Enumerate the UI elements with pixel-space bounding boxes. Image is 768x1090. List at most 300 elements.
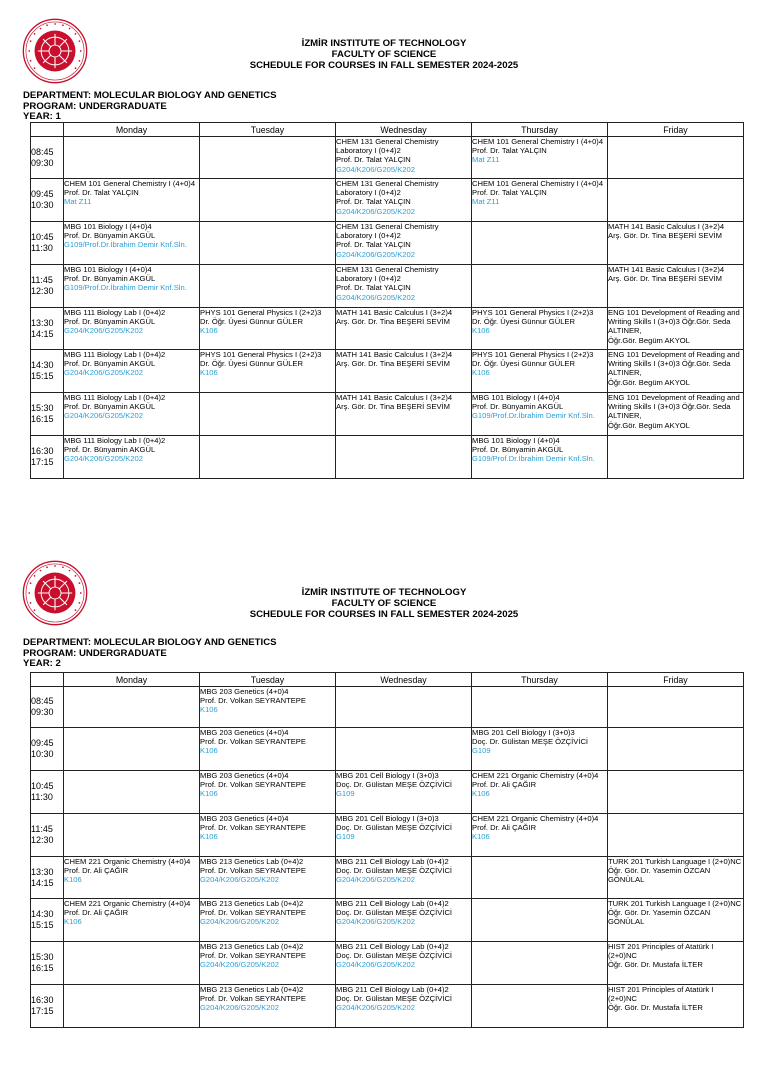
empty-cell	[64, 728, 200, 771]
slot-start-time: 11:45	[31, 824, 53, 834]
course-room: K106	[472, 832, 490, 842]
course-instructor: Öğr. Gör. Dr. Yasemin ÖZCAN GÖNÜLAL	[608, 866, 711, 885]
course-instructor: Dr. Öğr. Üyesi Günnur GÜLER	[472, 359, 575, 369]
course-instructor: Prof. Dr. Bünyamin AKGÜL	[64, 231, 156, 241]
course-cell	[200, 857, 336, 899]
empty-cell	[64, 985, 200, 1028]
slot-start-time: 10:45	[31, 232, 54, 242]
course-instructor: Doç. Dr. Gülistan MEŞE ÖZÇİVİCİ	[336, 823, 453, 833]
time-slot-cell	[31, 393, 64, 436]
empty-cell	[472, 265, 608, 308]
course-title: MBG 203 Genetics (4+0)4	[200, 687, 289, 696]
course-cell	[472, 436, 608, 479]
empty-cell	[200, 265, 336, 308]
course-title: CHEM 221 Organic Chemistry (4+0)4	[472, 814, 599, 823]
empty-cell	[200, 393, 336, 436]
course-cell	[472, 350, 608, 393]
course-instructor: Arş. Gör. Dr. Tina BEŞERİ SEVİM	[336, 317, 450, 327]
course-title: MBG 201 Cell Biology I (3+0)3	[336, 771, 439, 780]
course-cell	[200, 814, 336, 857]
course-room: K106	[64, 875, 82, 885]
course-cell	[336, 393, 472, 436]
day-header: Monday	[64, 123, 200, 137]
course-title: MATH 141 Basic Calculus I (3+2)4	[336, 308, 453, 317]
time-slot-row	[31, 393, 744, 436]
time-slot-row	[31, 728, 744, 771]
day-header: Friday	[608, 123, 744, 137]
slot-start-time: 13:30	[31, 317, 54, 328]
course-instructor: Prof. Dr. Volkan SEYRANTEPE	[200, 994, 306, 1004]
slot-start-time: 14:30	[31, 360, 54, 370]
course-room: G109/Prof.Dr.İbrahim Demir Knf.Sln.	[472, 454, 595, 464]
day-header: Monday	[64, 673, 200, 687]
slot-start-time: 09:45	[31, 738, 54, 748]
course-title: PHYS 101 General Physics I (2+2)3	[472, 350, 594, 359]
program-label: PROGRAM: UNDERGRADUATE	[23, 100, 167, 112]
time-slot-cell	[31, 814, 64, 857]
slot-start-time: 11:45	[31, 275, 53, 285]
time-slot-row	[31, 350, 744, 393]
course-instructor: Prof. Dr. Ali ÇAĞIR	[472, 823, 537, 833]
time-slot-cell	[31, 942, 64, 985]
course-room: K106	[472, 789, 490, 799]
course-title: CHEM 131 General Chemistry Laboratory I (0+4)2	[336, 179, 439, 198]
course-title: MBG 101 Biology I (4+0)4	[472, 436, 560, 445]
course-instructor: Prof. Dr. Volkan SEYRANTEPE	[200, 951, 306, 961]
institution-name: İZMİR INSTITUTE OF TECHNOLOGY	[301, 587, 467, 598]
course-room: G204/K206/G205/K202	[336, 206, 415, 216]
program-label: PROGRAM: UNDERGRADUATE	[23, 647, 167, 659]
schedule-title: SCHEDULE FOR COURSES IN FALL SEMESTER 2024-2025	[249, 609, 519, 620]
slot-start-time: 14:30	[31, 909, 54, 919]
course-instructor: Öğr. Gör. Dr. Yasemin ÖZCAN GÖNÜLAL	[608, 908, 711, 927]
course-cell	[608, 857, 744, 899]
schedule-page-year-1	[0, 0, 768, 540]
day-header: Friday	[608, 673, 744, 687]
course-cell	[608, 393, 744, 436]
course-cell	[608, 265, 744, 308]
time-slot-row	[31, 137, 744, 179]
course-title: MBG 101 Biology I (4+0)4	[64, 265, 152, 274]
time-slot-row	[31, 771, 744, 814]
slot-end-time: 16:15	[31, 963, 54, 973]
course-title: TURK 201 Turkish Language I (2+0)NC	[608, 857, 742, 866]
empty-cell	[200, 179, 336, 222]
course-instructor: Prof. Dr. Bünyamin AKGÜL	[64, 274, 156, 284]
course-title: MBG 213 Genetics Lab (0+4)2	[200, 899, 304, 908]
schedule-table	[30, 672, 744, 1028]
course-cell	[608, 222, 744, 265]
course-title: MBG 211 Cell Biology Lab (0+4)2	[336, 857, 449, 866]
course-cell	[200, 687, 336, 728]
course-instructor: Öğr.Gör. Begüm AKYOL	[608, 335, 690, 345]
course-cell	[336, 942, 472, 985]
empty-cell	[608, 687, 744, 728]
course-cell	[336, 308, 472, 350]
slot-end-time: 12:30	[31, 286, 54, 296]
course-cell	[336, 814, 472, 857]
empty-cell	[64, 687, 200, 728]
course-title: MBG 111 Biology Lab I (0+4)2	[64, 436, 166, 445]
course-title: MBG 213 Genetics Lab (0+4)2	[200, 942, 304, 951]
course-cell	[336, 985, 472, 1028]
time-slot-cell	[31, 985, 64, 1028]
empty-cell	[200, 222, 336, 265]
course-cell	[472, 179, 608, 222]
year-label: YEAR: 1	[23, 111, 61, 122]
course-instructor: Prof. Dr. Volkan SEYRANTEPE	[200, 737, 306, 747]
course-title: MATH 141 Basic Calculus I (3+2)4	[608, 265, 725, 274]
course-cell	[200, 771, 336, 814]
course-cell	[200, 899, 336, 942]
course-title: MBG 203 Genetics (4+0)4	[200, 728, 289, 737]
course-title: MBG 111 Biology Lab I (0+4)2	[64, 308, 166, 317]
course-room: K106	[200, 832, 218, 842]
course-instructor: Prof. Dr. Bünyamin AKGÜL	[472, 445, 564, 455]
course-instructor: Öğr. Gör. Dr. Mustafa İLTER	[608, 1003, 703, 1013]
program-info	[23, 638, 277, 670]
course-room: G204/K206/G205/K202	[336, 960, 415, 970]
course-instructor: Arş. Gör. Dr. Tina BEŞERİ SEVİM	[336, 359, 450, 369]
course-title: CHEM 101 General Chemistry I (4+0)4	[64, 179, 196, 188]
time-slot-cell	[31, 265, 64, 308]
course-instructor: Prof. Dr. Ali ÇAĞIR	[64, 908, 129, 918]
course-room: G109	[336, 789, 355, 799]
time-slot-cell	[31, 308, 64, 350]
time-slot-cell	[31, 728, 64, 771]
course-room: Mat Z11	[64, 197, 92, 207]
time-slot-row	[31, 308, 744, 350]
course-cell	[200, 350, 336, 393]
time-slot-cell	[31, 179, 64, 222]
course-cell	[64, 857, 200, 899]
course-instructor: Prof. Dr. Bünyamin AKGÜL	[64, 359, 156, 369]
course-instructor: Prof. Dr. Ali ÇAĞIR	[472, 780, 537, 790]
course-cell	[472, 728, 608, 771]
course-cell	[472, 137, 608, 179]
course-room: G109/Prof.Dr.İbrahim Demir Knf.Sln.	[64, 240, 187, 250]
course-cell	[608, 308, 744, 350]
course-instructor: Arş. Gör. Dr. Tina BEŞERİ SEVİM	[608, 231, 722, 241]
course-title: MBG 203 Genetics (4+0)4	[200, 771, 289, 780]
course-cell	[64, 179, 200, 222]
course-instructor: Prof. Dr. Talat YALÇIN	[336, 155, 411, 165]
course-cell	[608, 899, 744, 942]
course-cell	[200, 728, 336, 771]
course-title: MBG 201 Cell Biology I (3+0)3	[336, 814, 439, 823]
course-instructor: Prof. Dr. Talat YALÇIN	[336, 240, 411, 250]
empty-cell	[336, 728, 472, 771]
faculty-name: FACULTY OF SCIENCE	[331, 49, 437, 60]
time-slot-cell	[31, 899, 64, 942]
corner-cell	[31, 673, 64, 687]
course-room: Mat Z11	[472, 197, 500, 207]
slot-start-time: 15:30	[31, 952, 54, 962]
course-room: K106	[200, 746, 218, 756]
course-title: PHYS 101 General Physics I (2+2)3	[200, 308, 322, 317]
course-room: G204/K206/G205/K202	[336, 249, 415, 259]
corner-cell	[31, 123, 64, 137]
course-cell	[336, 265, 472, 308]
course-instructor: Prof. Dr. Talat YALÇIN	[472, 188, 547, 198]
course-room: K106	[472, 368, 490, 378]
course-cell	[64, 222, 200, 265]
slot-end-time: 16:15	[31, 414, 54, 424]
course-room: K106	[200, 326, 218, 336]
empty-cell	[472, 899, 608, 942]
slot-end-time: 09:30	[31, 707, 54, 717]
course-room: G204/K206/G205/K202	[200, 960, 279, 970]
course-title: CHEM 131 General Chemistry Laboratory I (0+4)2	[336, 265, 439, 284]
course-instructor: Prof. Dr. Volkan SEYRANTEPE	[200, 696, 306, 706]
course-cell	[200, 942, 336, 985]
empty-cell	[336, 436, 472, 479]
course-title: CHEM 131 General Chemistry Laboratory I (0+4)2	[336, 137, 439, 156]
course-cell	[472, 308, 608, 350]
course-room: G204/K206/G205/K202	[336, 875, 415, 885]
course-room: G109/Prof.Dr.İbrahim Demir Knf.Sln.	[472, 411, 595, 421]
course-title: TURK 201 Turkish Language I (2+0)NC	[608, 899, 742, 908]
time-slot-row	[31, 687, 744, 728]
course-title: MBG 211 Cell Biology Lab (0+4)2	[336, 942, 449, 951]
course-room: G204/K206/G205/K202	[200, 1003, 279, 1013]
day-header: Thursday	[472, 123, 608, 137]
course-cell	[336, 771, 472, 814]
course-instructor: Öğr.Gör. Begüm AKYOL	[608, 377, 690, 387]
course-title: PHYS 101 General Physics I (2+2)3	[472, 308, 594, 317]
course-instructor: Prof. Dr. Bünyamin AKGÜL	[64, 317, 156, 327]
day-header: Tuesday	[200, 123, 336, 137]
course-cell	[64, 393, 200, 436]
empty-cell	[64, 137, 200, 179]
course-title: MATH 141 Basic Calculus I (3+2)4	[608, 222, 725, 231]
course-room: K106	[200, 789, 218, 799]
schedule-heading	[0, 38, 768, 71]
time-slot-cell	[31, 350, 64, 393]
empty-cell	[200, 137, 336, 179]
course-instructor: Dr. Öğr. Üyesi Günnur GÜLER	[472, 317, 575, 327]
course-title: MBG 201 Cell Biology I (3+0)3	[472, 728, 575, 737]
course-room: G204/K206/G205/K202	[336, 292, 415, 302]
slot-end-time: 12:30	[31, 835, 54, 845]
time-slot-cell	[31, 771, 64, 814]
course-room: K106	[64, 917, 82, 927]
course-title: CHEM 101 General Chemistry I (4+0)4	[472, 137, 604, 146]
course-cell	[608, 985, 744, 1028]
course-title: MBG 111 Biology Lab I (0+4)2	[64, 393, 166, 402]
course-title: CHEM 221 Organic Chemistry (4+0)4	[472, 771, 599, 780]
department-label: DEPARTMENT: MOLECULAR BIOLOGY AND GENETICS	[23, 637, 277, 648]
course-title: ENG 101 Development of Reading and Writing Skills I (3+0)3 Öğr.Gör. Seda ALTINER,	[608, 308, 740, 336]
time-slot-row	[31, 985, 744, 1028]
course-instructor: Prof. Dr. Bünyamin AKGÜL	[64, 402, 156, 412]
slot-start-time: 15:30	[31, 403, 54, 413]
time-slot-cell	[31, 436, 64, 479]
course-title: MBG 203 Genetics (4+0)4	[200, 814, 289, 823]
day-header: Wednesday	[336, 673, 472, 687]
time-slot-row	[31, 179, 744, 222]
course-title: MBG 101 Biology I (4+0)4	[472, 393, 560, 402]
course-instructor: Doç. Dr. Gülistan MEŞE ÖZÇİVİCİ	[336, 908, 453, 918]
course-title: CHEM 221 Organic Chemistry (4+0)4	[64, 857, 191, 866]
course-title: ENG 101 Development of Reading and Writing Skills I (3+0)3 Öğr.Gör. Seda ALTINER,	[608, 393, 740, 421]
course-room: G204/K206/G205/K202	[64, 368, 143, 378]
slot-end-time: 15:15	[31, 920, 54, 930]
course-instructor: Prof. Dr. Talat YALÇIN	[64, 188, 139, 198]
slot-end-time: 14:15	[31, 877, 54, 888]
course-title: MBG 111 Biology Lab I (0+4)2	[64, 350, 166, 359]
time-slot-row	[31, 857, 744, 899]
course-instructor: Doç. Dr. Gülistan MEŞE ÖZÇİVİCİ	[336, 951, 453, 961]
course-instructor: Doç. Dr. Gülistan MEŞE ÖZÇİVİCİ	[336, 866, 453, 876]
course-instructor: Dr. Öğr. Üyesi Günnur GÜLER	[200, 317, 303, 327]
slot-start-time: 08:45	[31, 146, 54, 157]
course-title: CHEM 221 Organic Chemistry (4+0)4	[64, 899, 191, 908]
course-instructor: Prof. Dr. Talat YALÇIN	[336, 283, 411, 293]
course-room: K106	[472, 326, 490, 336]
course-title: MBG 211 Cell Biology Lab (0+4)2	[336, 985, 449, 994]
empty-cell	[472, 687, 608, 728]
course-instructor: Dr. Öğr. Üyesi Günnur GÜLER	[200, 359, 303, 369]
slot-end-time: 09:30	[31, 157, 54, 168]
slot-end-time: 11:30	[31, 792, 53, 802]
course-room: Mat Z11	[472, 155, 500, 165]
course-instructor: Doç. Dr. Gülistan MEŞE ÖZÇİVİCİ	[472, 737, 589, 747]
course-cell	[336, 899, 472, 942]
course-instructor: Arş. Gör. Dr. Tina BEŞERİ SEVİM	[608, 274, 722, 284]
schedule-title: SCHEDULE FOR COURSES IN FALL SEMESTER 2024-2025	[249, 60, 519, 71]
empty-cell	[64, 942, 200, 985]
course-room: K106	[200, 705, 218, 715]
empty-cell	[472, 222, 608, 265]
course-cell	[64, 350, 200, 393]
time-slot-cell	[31, 687, 64, 728]
slot-start-time: 16:30	[31, 446, 54, 456]
slot-end-time: 10:30	[31, 749, 54, 759]
course-cell	[64, 436, 200, 479]
course-title: MBG 101 Biology I (4+0)4	[64, 222, 152, 231]
course-room: G109/Prof.Dr.İbrahim Demir Knf.Sln.	[64, 283, 187, 293]
slot-start-time: 08:45	[31, 696, 54, 706]
empty-cell	[472, 857, 608, 899]
course-room: G204/K206/G205/K202	[200, 875, 279, 885]
course-cell	[336, 350, 472, 393]
slot-start-time: 10:45	[31, 781, 54, 791]
course-room: G204/K206/G205/K202	[336, 164, 415, 174]
course-cell	[64, 899, 200, 942]
course-room: G204/K206/G205/K202	[64, 411, 143, 421]
course-cell	[200, 985, 336, 1028]
day-header: Thursday	[472, 673, 608, 687]
empty-cell	[608, 137, 744, 179]
slot-end-time: 17:15	[31, 1006, 54, 1016]
schedule-table	[30, 122, 744, 479]
empty-cell	[608, 814, 744, 857]
course-title: MATH 141 Basic Calculus I (3+2)4	[336, 350, 453, 359]
course-instructor: Prof. Dr. Volkan SEYRANTEPE	[200, 823, 306, 833]
department-label: DEPARTMENT: MOLECULAR BIOLOGY AND GENETICS	[23, 90, 277, 101]
empty-cell	[608, 771, 744, 814]
empty-cell	[200, 436, 336, 479]
day-header-row	[31, 673, 744, 687]
course-cell	[336, 179, 472, 222]
faculty-name: FACULTY OF SCIENCE	[331, 598, 437, 609]
course-room: G204/K206/G205/K202	[64, 326, 143, 336]
slot-end-time: 15:15	[31, 371, 54, 381]
slot-end-time: 10:30	[31, 200, 54, 210]
empty-cell	[64, 814, 200, 857]
slot-end-time: 11:30	[31, 243, 53, 253]
course-instructor: Arş. Gör. Dr. Tina BEŞERİ SEVİM	[336, 402, 450, 412]
day-header-row	[31, 123, 744, 137]
year-label: YEAR: 2	[23, 658, 61, 669]
course-instructor: Doç. Dr. Gülistan MEŞE ÖZÇİVİCİ	[336, 994, 453, 1004]
course-room: G204/K206/G205/K202	[336, 1003, 415, 1013]
institution-name: İZMİR INSTITUTE OF TECHNOLOGY	[301, 38, 467, 49]
time-slot-cell	[31, 137, 64, 179]
course-cell	[336, 222, 472, 265]
course-cell	[336, 857, 472, 899]
course-title: PHYS 101 General Physics I (2+2)3	[200, 350, 322, 359]
day-header: Wednesday	[336, 123, 472, 137]
empty-cell	[608, 436, 744, 479]
time-slot-cell	[31, 222, 64, 265]
slot-start-time: 16:30	[31, 995, 54, 1005]
course-instructor: Prof. Dr. Bünyamin AKGÜL	[64, 445, 156, 455]
course-room: G204/K206/G205/K202	[200, 917, 279, 927]
course-cell	[64, 265, 200, 308]
time-slot-row	[31, 436, 744, 479]
empty-cell	[608, 728, 744, 771]
slot-start-time: 09:45	[31, 189, 54, 199]
course-cell	[608, 942, 744, 985]
course-instructor: Doç. Dr. Gülistan MEŞE ÖZÇİVİCİ	[336, 780, 453, 790]
time-slot-cell	[31, 857, 64, 899]
course-instructor: Prof. Dr. Ali ÇAĞIR	[64, 866, 129, 876]
course-room: G109	[472, 746, 491, 756]
slot-end-time: 14:15	[31, 328, 54, 339]
course-title: MBG 211 Cell Biology Lab (0+4)2	[336, 899, 449, 908]
course-title: ENG 101 Development of Reading and Writing Skills I (3+0)3 Öğr.Gör. Seda ALTINER,	[608, 350, 740, 378]
course-cell	[64, 308, 200, 350]
course-room: G204/K206/G205/K202	[64, 454, 143, 464]
course-instructor: Prof. Dr. Volkan SEYRANTEPE	[200, 780, 306, 790]
course-title: CHEM 101 General Chemistry I (4+0)4	[472, 179, 604, 188]
course-instructor: Prof. Dr. Talat YALÇIN	[336, 197, 411, 207]
slot-end-time: 17:15	[31, 457, 54, 467]
course-title: MBG 213 Genetics Lab (0+4)2	[200, 857, 304, 866]
time-slot-row	[31, 265, 744, 308]
course-room: G204/K206/G205/K202	[336, 917, 415, 927]
course-room: G109	[336, 832, 355, 842]
course-title: HIST 201 Principles of Atatürk I (2+0)NC	[608, 942, 714, 961]
course-instructor: Prof. Dr. Talat YALÇIN	[472, 146, 547, 156]
time-slot-row	[31, 222, 744, 265]
course-title: CHEM 131 General Chemistry Laboratory I (0+4)2	[336, 222, 439, 241]
time-slot-row	[31, 942, 744, 985]
empty-cell	[472, 985, 608, 1028]
course-title: MBG 213 Genetics Lab (0+4)2	[200, 985, 304, 994]
course-cell	[608, 350, 744, 393]
time-slot-row	[31, 899, 744, 942]
course-instructor: Öğr. Gör. Dr. Mustafa İLTER	[608, 960, 703, 970]
course-cell	[472, 771, 608, 814]
schedule-heading	[0, 587, 768, 620]
course-instructor: Prof. Dr. Volkan SEYRANTEPE	[200, 866, 306, 876]
course-cell	[200, 308, 336, 350]
course-cell	[472, 393, 608, 436]
course-title: MATH 141 Basic Calculus I (3+2)4	[336, 393, 453, 402]
